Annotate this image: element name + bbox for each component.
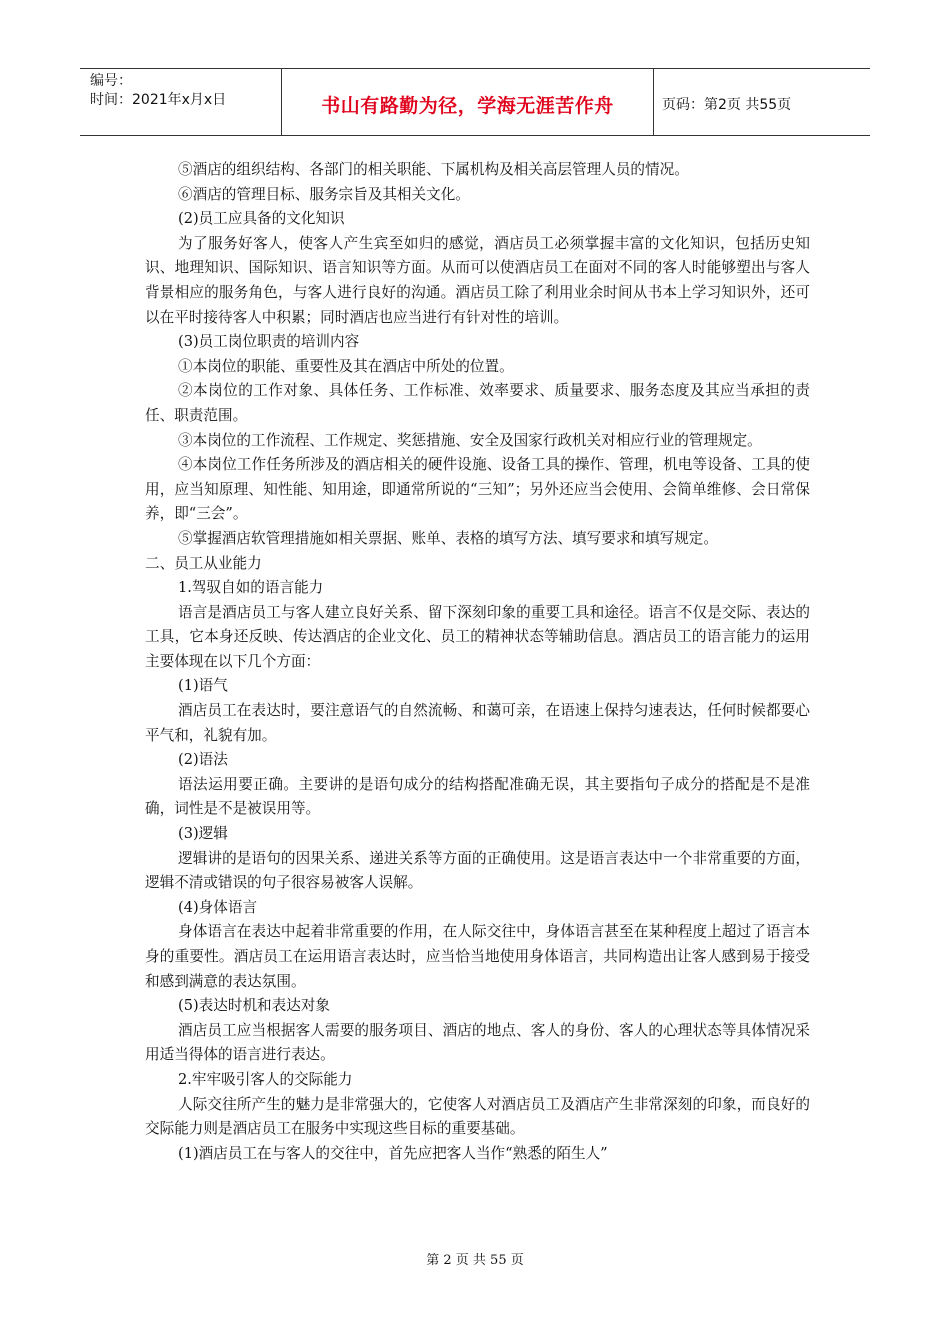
paragraph: (1)酒店员工在与客人的交往中，首先应把客人当作“熟悉的陌生人” xyxy=(178,1144,608,1162)
paragraph: ①本岗位的职能、重要性及其在酒店中所处的位置。 xyxy=(178,357,514,375)
paragraph: 语言是酒店员工与客人建立良好关系、留下深刻印象的重要工具和途径。语言不仅是交际、表达的工具，它本身还反映、传达酒店的企业文化、员工的精神状态等辅助信息。酒店员工的语言能力的运用主要体现在以下几个方面： xyxy=(145,603,810,670)
paragraph: 人际交往所产生的魅力是非常强大的，它使客人对酒店员工及酒店产生非常深刻的印象，而良好的交际能力则是酒店员工在服务中实现这些目标的重要基础。 xyxy=(145,1095,810,1138)
document-body xyxy=(145,158,810,1166)
paragraph: 身体语言在表达中起着非常重要的作用，在人际交往中，身体语言甚至在某种程度上超过了语言本身的重要性。酒店员工在运用语言表达时，应当恰当地使用身体语言，共同构造出让客人感到易于接受和感到满意的表达氛围。 xyxy=(145,923,810,990)
paragraph: ⑤掌握酒店软管理措施如相关票据、账单、表格的填写方法、填写要求和填写规定。 xyxy=(178,529,718,547)
subheading: 1.驾驭自如的语言能力 xyxy=(178,579,324,597)
subheading: (1)语气 xyxy=(178,677,228,695)
subheading: (2)语法 xyxy=(178,751,228,769)
section-heading: 二、员工从业能力 xyxy=(145,554,262,572)
paragraph: ③本岗位的工作流程、工作规定、奖惩措施、安全及国家行政机关对相应行业的管理规定。 xyxy=(178,431,762,449)
paragraph: ②本岗位的工作对象、具体任务、工作标准、效率要求、质量要求、服务态度及其应当承担的责任、职责范围。 xyxy=(145,382,810,424)
paragraph: 酒店员工应当根据客人需要的服务项目、酒店的地点、客人的身份、客人的心理状态等具体情况采用适当得体的语言进行表达。 xyxy=(145,1021,810,1064)
paragraph: ⑤酒店的组织结构、各部门的相关职能、下属机构及相关高层管理人员的情况。 xyxy=(178,161,689,178)
paragraph: 语法运用要正确。主要讲的是语句成分的结构搭配准确无误，其主要指句子成分的搭配是不是准确，词性是不是被误用等。 xyxy=(145,775,810,818)
header-meta xyxy=(80,69,282,135)
paragraph: 为了服务好客人，使客人产生宾至如归的感觉，酒店员工必须掌握丰富的文化知识，包括历史知识、地理知识、国际知识、语言知识等方面。从而可以使酒店员工在面对不同的客人时能够塑出与客人背景相应的服务角色，与客人进行良好的沟通。酒店员工除了利用业余时间从书本上学习知识外，还可以在平时接待客人中积累；同时酒店也应当进行有针对性的培训。 xyxy=(145,234,810,326)
page-footer: 第 2 页 共 55 页 xyxy=(426,1253,524,1268)
subheading: (2)员工应具备的文化知识 xyxy=(178,210,345,228)
subheading: (5)表达时机和表达对象 xyxy=(178,997,331,1015)
subheading: (3)逻辑 xyxy=(178,825,228,843)
subheading: 2.牢牢吸引客人的交际能力 xyxy=(178,1070,353,1088)
number-label: 编号： xyxy=(90,73,132,89)
date-label: 时间：2021年x月x日 xyxy=(90,92,227,108)
paragraph: 酒店员工在表达时，要注意语气的自然流畅、和蔼可亲，在语速上保持匀速表达，任何时候都要心平气和，礼貌有加。 xyxy=(145,702,810,744)
paragraph: ④本岗位工作任务所涉及的酒店相关的硬件设施、设备工具的操作、管理，机电等设备、工具的使用，应当知原理、知性能、知用途，即通常所说的“三知”；另外还应当会使用、会简单维修、会日常保养，即“三会”。 xyxy=(145,456,810,523)
paragraph: ⑥酒店的管理目标、服务宗旨及其相关文化。 xyxy=(178,185,470,203)
page-header xyxy=(80,68,870,136)
subheading: (4)身体语言 xyxy=(178,898,258,916)
page-number-label: 页码：第2页 共55页 xyxy=(662,97,792,113)
paragraph: 逻辑讲的是语句的因果关系、递进关系等方面的正确使用。这是语言表达中一个非常重要的方面，逻辑不清或错误的句子很容易被客人误解。 xyxy=(145,849,810,892)
subheading: (3)员工岗位职责的培训内容 xyxy=(178,333,360,351)
header-motto: 书山有路勤为径，学海无涯苦作舟 xyxy=(282,69,654,135)
